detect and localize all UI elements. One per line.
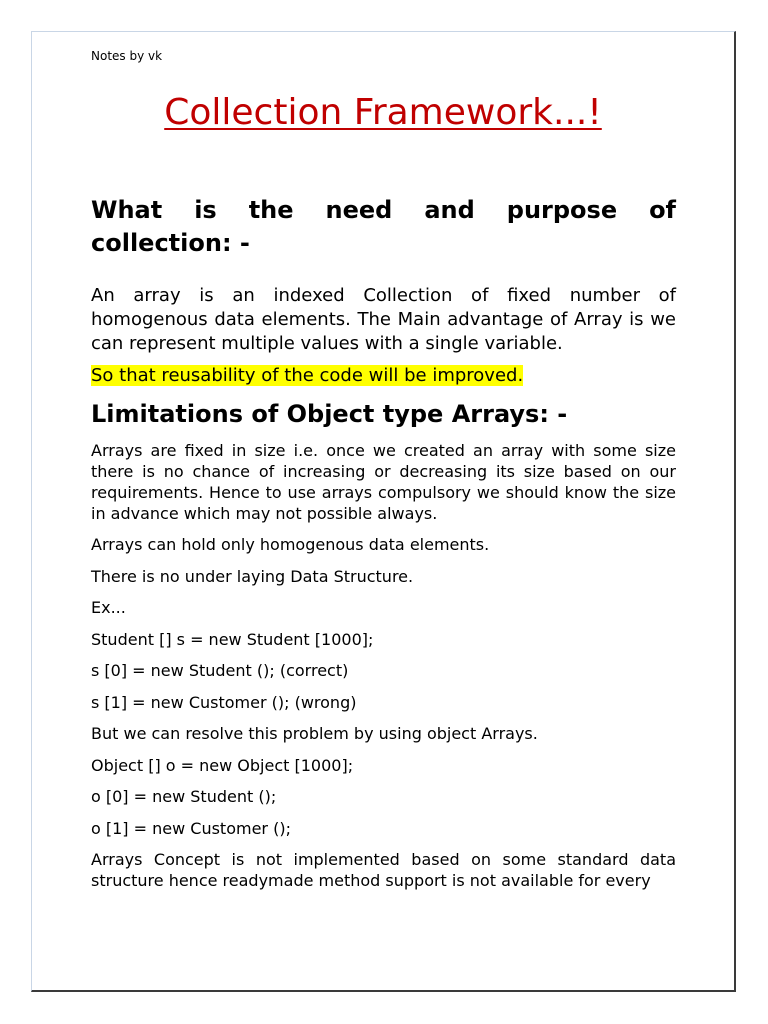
highlighted-sentence [91,365,676,387]
highlight-text: So that reusability of the code will be improved. [91,365,524,386]
code-line: o [1] = new Customer (); [91,818,291,838]
text-line: But we can resolve this problem by using object Arrays. [91,724,538,743]
section-heading-need-purpose: What is the need and purpose of collection: - [91,196,676,257]
intro-paragraph: An array is an indexed Collection of fixed number of homogenous data elements. The Main advantage of Array is we can represent multiple values with a single variable. [91,285,676,354]
code-line: s [1] = new Customer (); (wrong) [91,692,357,712]
section-heading-limitations: Limitations of Object type Arrays: - [91,400,568,428]
document-page [31,31,736,992]
code-line: Object [] o = new Object [1000]; [91,755,354,775]
final-paragraph: Arrays Concept is not implemented based on some standard data structure hence readymade method support is not available for every [91,850,676,890]
limitations-paragraph: Arrays are fixed in size i.e. once we created an array with some size there is no chance of increasing or decreasing its size based on our requirements. Hence to use arrays compulsory we should know the size in advance which may not possible always. [91,441,676,523]
document-body [91,194,676,901]
code-line: Student [] s = new Student [1000]; [91,629,374,649]
header-note: Notes by vk [91,49,163,63]
code-line: o [0] = new Student (); [91,787,277,806]
text-line: Ex... [91,598,126,617]
code-line: s [0] = new Student (); (correct) [91,661,349,680]
document-title: Collection Framework...! [164,92,602,133]
text-line: Arrays can hold only homogenous data elements. [91,535,490,554]
text-line: There is no under laying Data Structure. [91,566,414,586]
